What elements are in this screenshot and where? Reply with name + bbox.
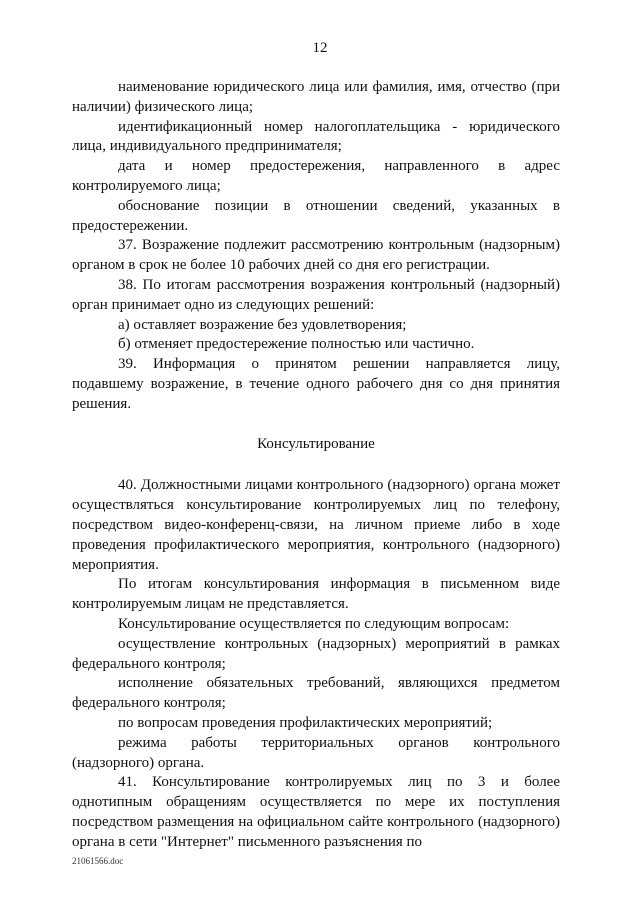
- paragraph-inn: идентификационный номер налогоплательщика - юридического лица, индивидуального предпринимателя;: [72, 118, 560, 155]
- section-heading: Консультирование: [257, 435, 375, 452]
- paragraph-justification: обоснование позиции в отношении сведений, указанных в предостережении.: [72, 197, 560, 234]
- footer-filename: 21061566.doc: [72, 856, 124, 866]
- paragraph-topic-prevention: по вопросам проведения профилактических мероприятий;: [118, 714, 493, 731]
- paragraph-consultation-result: По итогам консультирования информация в письменном виде контролируемым лицам не представляется.: [72, 576, 560, 613]
- paragraph-warning-date: дата и номер предостережения, направленного в адрес контролируемого лица;: [72, 158, 560, 194]
- paragraph-consultation-topics: Консультирование осуществляется по следующим вопросам:: [118, 615, 510, 632]
- page-number: 12: [312, 40, 328, 56]
- paragraph-37: 37. Возражение подлежит рассмотрению контрольным (надзорным) органом в срок не более 10 рабочих дней со дня его регистрации.: [72, 237, 560, 274]
- paragraph-41: 41. Консультирование контролируемых лиц по 3 и более однотипным обращениям осуществляется по мере их поступления посредством размещения на официальном сайте контрольного (надзорного) органа в сети "Интернет" письменного разъяснения по: [72, 774, 560, 850]
- paragraph-39: 39. Информация о принятом решении направляется лицу, подавшему возражение, в течение одного рабочего дня со дня принятия решения.: [72, 356, 560, 412]
- document-body: [72, 78, 560, 852]
- paragraph-38b: б) отменяет предостережение полностью или частично.: [118, 336, 475, 353]
- paragraph-38: 38. По итогам рассмотрения возражения контрольный (надзорный) орган принимает одно из следующих решений:: [72, 276, 560, 313]
- paragraph-topic-working-hours: режима работы территориальных органов контрольного (надзорного) органа.: [72, 734, 560, 771]
- paragraph-topic-control-measures: осуществление контрольных (надзорных) мероприятий в рамках федерального контроля;: [72, 635, 560, 672]
- paragraph-topic-requirements: исполнение обязательных требований, являющихся предметом федерального контроля;: [72, 675, 560, 712]
- paragraph-38a: а) оставляет возражение без удовлетворения;: [118, 316, 407, 333]
- paragraph-40: 40. Должностными лицами контрольного (надзорного) органа может осуществляться консультирование контролируемых лиц по телефону, посредством видео-конференц-связи, на личном приеме либо в ходе проведения профилактического мероприятия, контрольного (надзорного) мероприятия.: [72, 477, 560, 573]
- paragraph-entity-name: наименование юридического лица или фамилия, имя, отчество (при наличии) физического лица;: [72, 79, 560, 115]
